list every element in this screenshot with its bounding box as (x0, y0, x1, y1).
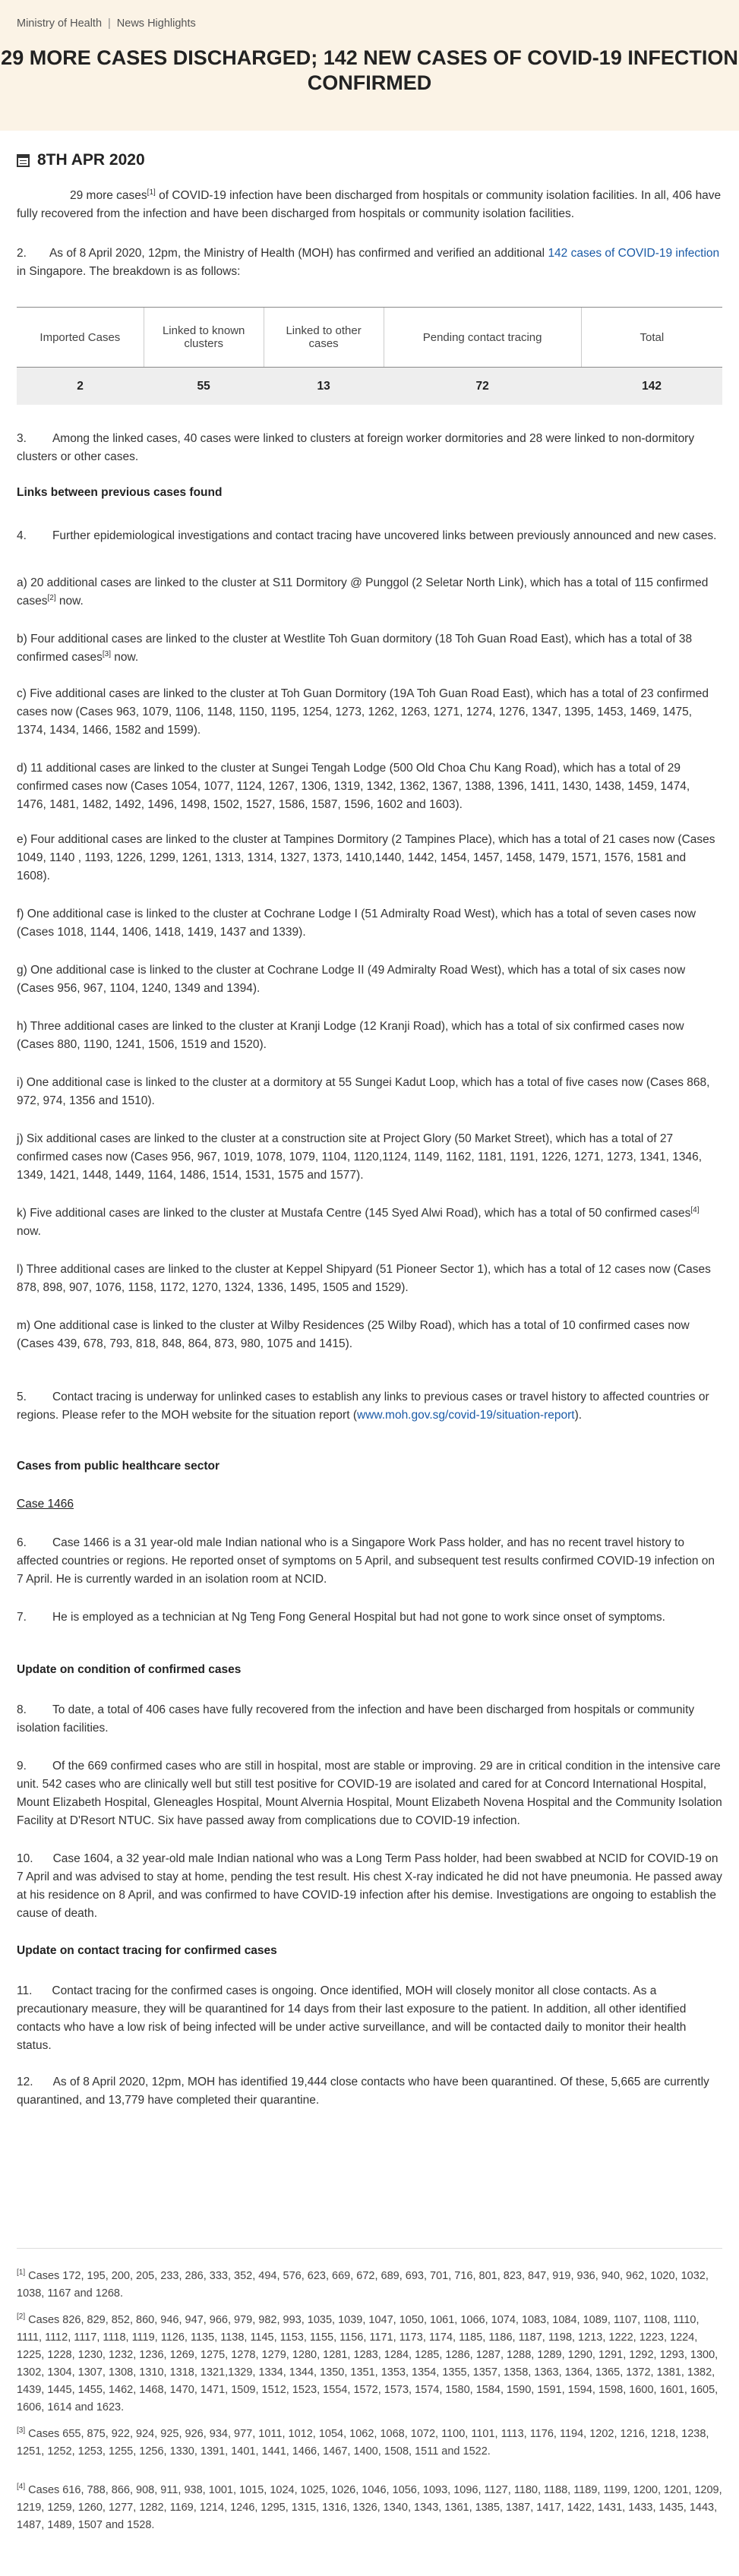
footnote-ref-2[interactable]: [2] (47, 593, 56, 602)
breakdown-table (17, 307, 722, 405)
paragraph-1: 29 more cases[1] of COVID-19 infection have been discharged from hospitals or community isolation facilities. In all, 406 have fully recovered from the infection and have been discharged from hospitals or community isolation facilities. (17, 188, 722, 220)
heading-contact-tracing: Update on contact tracing for confirmed cases (17, 1944, 277, 1957)
cases-link[interactable]: 142 cases of COVID-19 infection (548, 247, 720, 260)
paragraph-9: 9. Of the 669 confirmed cases who are still in hospital, most are stable or improving. 29 are in critical condition in the intensive care unit. 542 cases who are clinically well but still test positive for COVID-19 are isolated and cared for at Concord International Hospital, Mount Elizabeth Hospital, Gleneagles Hospital, Mount Alvernia Hospital, Mount Elizabeth Novena Hospital and the Community Isolation Facility at D'Resort NTUC. Six have passed away from complications due to COVID-19 infection. (17, 1760, 722, 1827)
list-item-m: m) One additional case is linked to the cluster at Wilby Residences (25 Wilby Road), which has a total of 10 confirmed cases now (Cases 439, 678, 793, 818, 848, 864, 873, 980, 1075 and 1415). (17, 1319, 690, 1350)
list-item-d: d) 11 additional cases are linked to the cluster at Sungei Tengah Lodge (500 Old Choa Chu Kang Road), which has a total of 29 confirmed cases now (Cases 1054, 1077, 1124, 1267, 1306, 1319, 1342, 1362, 1367, 1388, 1396, 1411, 1430, 1438, 1459, 1474, 1476, 1481, 1482, 1492, 1496, 1498, 1502, 1527, 1586, 1587, 1596, 1602 and 1603). (17, 762, 690, 811)
list-item-e: e) Four additional cases are linked to the cluster at Tampines Dormitory (2 Tampines Place), which has a total of 21 cases now (Cases 1049, 1140 , 1193, 1226, 1299, 1261, 1313, 1314, 1327, 1373, 1410,1440, 1442, 1454, 1457, 1458, 1479, 1571, 1576, 1581 and 1608). (17, 833, 715, 882)
heading-public-healthcare: Cases from public healthcare sector (17, 1460, 220, 1473)
list-item-i: i) One additional case is linked to the cluster at a dormitory at 55 Sungei Kadut Loop, which has a total of five cases now (Cases 868, 972, 974, 1356 and 1510). (17, 1076, 710, 1107)
list-item-j: j) Six additional cases are linked to the cluster at a construction site at Project Glory (50 Market Street), which has a total of 27 confirmed cases now (Cases 956, 967, 1019, 1078, 1079, 1104, 1120,1124, 1149, 1162, 1181, 1191, 1226, 1271, 1273, 1341, 1346, 1349, 1421, 1448, 1449, 1164, 1486, 1514, 1531, 1575 and 1577). (17, 1132, 702, 1182)
heading-links: Links between previous cases found (17, 486, 223, 499)
list-item-h: h) Three additional cases are linked to the cluster at Kranji Lodge (12 Kranji Road), which has a total of six confirmed cases now (Cases 880, 1190, 1241, 1506, 1519 and 1520). (17, 1020, 684, 1051)
footnote-ref-4[interactable]: [4] (690, 1205, 700, 1214)
breadcrumb-section-link[interactable]: News Highlights (116, 17, 196, 30)
table-cell: 55 (144, 368, 264, 406)
table-cell: 13 (264, 368, 384, 406)
paragraph-6: 6. Case 1466 is a 31 year-old male Indian national who is a Singapore Work Pass holder, and has no recent travel history to affected countries or regions. He reported onset of symptoms on 5 April, and subsequent test results confirmed COVID-19 infection on 7 April. He is currently warded in an isolation room at NCID. (17, 1536, 715, 1586)
list-item-l: l) Three additional cases are linked to the cluster at Keppel Shipyard (51 Pioneer Sector 1), which has a total of 12 cases now (Cases 878, 898, 907, 1076, 1158, 1172, 1270, 1324, 1336, 1495, 1505 and 1529). (17, 1263, 711, 1294)
list-item-f: f) One additional case is linked to the cluster at Cochrane Lodge I (51 Admiralty Road West), which has a total of seven cases now (Cases 1018, 1144, 1406, 1418, 1419, 1437 and 1339). (17, 908, 696, 939)
breadcrumb-home-link[interactable]: Ministry of Health (17, 17, 103, 30)
page-title: 29 MORE CASES DISCHARGED; 142 NEW CASES OF COVID-19 INFECTION CONFIRMED (1, 46, 738, 94)
list-item-a: a) 20 additional cases are linked to the cluster at S11 Dormitory @ Punggol (2 Seletar North Link), which has a total of 115 confirmed cases[2] now. (17, 576, 709, 608)
breadcrumb-separator: | (108, 17, 111, 30)
paragraph-3: 3. Among the linked cases, 40 cases were linked to clusters at foreign worker dormitories and 28 were linked to non-dormitory clusters or other cases. (17, 432, 695, 463)
paragraph-11: 11. Contact tracing for the confirmed cases is ongoing. Once identified, MOH will closely monitor all close contacts. As a precautionary measure, they will be quarantined for 14 days from their last exposure to the patient. In addition, all other identified contacts who have a low risk of being infected will be under active surveillance, and will be contacted daily to monitor their health status. (17, 1984, 687, 2052)
list-item-c: c) Five additional cases are linked to the cluster at Toh Guan Dormitory (19A Toh Guan Road East), which has a total of 23 confirmed cases now (Cases 963, 1079, 1106, 1148, 1150, 1195, 1254, 1273, 1262, 1263, 1271, 1274, 1276, 1347, 1395, 1453, 1469, 1475, 1374, 1434, 1466, 1582 and 1599). (17, 687, 709, 737)
breadcrumb (17, 17, 196, 30)
table-cell: 142 (581, 368, 722, 406)
footnote-2: [2] Cases 826, 829, 852, 860, 946, 947, 966, 979, 982, 993, 1035, 1039, 1047, 1050, 1061, 1066, 1074, 1083, 1084, 1089, 1107, 1108, 1110, 1111, 1112, 1117, 1118, 1119, 1126, 1135, 1138, 1145, 1153, 1155, 1156, 1171, 1173, 1174, 1185, 1186, 1187, 1198, 1213, 1222, 1223, 1224, 1225, 1228, 1230, 1232, 1236, 1269, 1275, 1278, 1279, 1280, 1281, 1283, 1284, 1285, 1286, 1287, 1288, 1289, 1290, 1291, 1292, 1293, 1300, 1302, 1304, 1307, 1308, 1310, 1318, 1321,1329, 1334, 1344, 1350, 1351, 1353, 1354, 1355, 1357, 1358, 1363, 1364, 1365, 1372, 1381, 1382, 1439, 1445, 1455, 1462, 1468, 1470, 1471, 1509, 1512, 1523, 1554, 1572, 1573, 1574, 1580, 1584, 1590, 1591, 1594, 1598, 1600, 1601, 1605, 1606, 1614 and 1623. (17, 2312, 718, 2413)
paragraph-2: 2. As of 8 April 2020, 12pm, the Ministry of Health (MOH) has confirmed and verified an additional 142 cases of COVID-19 infection in Singapore. The breakdown is as follows: (17, 247, 720, 278)
paragraph-10: 10. Case 1604, a 32 year-old male Indian national who was a Long Term Pass holder, had been swabbed at NCID for COVID-19 on 7 April and was advised to stay at home, pending the test result. His chest X-ray indicated he did not have pneumonia. He passed away at his residence on 8 April, and was confirmed to have COVID-19 infection after his demise. Investigations are ongoing to establish the cause of death. (17, 1852, 722, 1920)
paragraph-7: 7. He is employed as a technician at Ng Teng Fong General Hospital but had not gone to work since onset of symptoms. (17, 1611, 665, 1624)
situation-report-link[interactable]: www.moh.gov.sg/covid-19/situation-report (357, 1409, 575, 1422)
table-header: Imported Cases (17, 308, 144, 368)
page-header (0, 0, 739, 131)
footnotes-divider (17, 2248, 722, 2249)
table-header: Linked to known clusters (144, 308, 264, 368)
publish-date (17, 151, 722, 169)
table-header: Total (581, 308, 722, 368)
calendar-icon (17, 154, 30, 167)
table-header: Linked to other cases (264, 308, 384, 368)
paragraph-5: 5. Contact tracing is underway for unlinked cases to establish any links to previous cases or travel history to affected countries or regions. Please refer to the MOH website for the situation report (www.moh.gov.sg/covid-19/situation-report). (17, 1391, 709, 1422)
footnote-1: [1] Cases 172, 195, 200, 205, 233, 286, 333, 352, 494, 576, 623, 669, 672, 689, 693, 701, 716, 801, 823, 847, 919, 936, 940, 962, 1020, 1032, 1038, 1167 and 1268. (17, 2268, 709, 2300)
table-cell: 72 (384, 368, 581, 406)
list-item-b: b) Four additional cases are linked to the cluster at Westlite Toh Guan dormitory (18 Toh Guan Road East), which has a total of 38 confirmed cases[3] now. (17, 633, 693, 664)
paragraph-8: 8. To date, a total of 406 cases have fully recovered from the infection and have been discharged from hospitals or community isolation facilities. (17, 1703, 695, 1735)
footnote-4: [4] Cases 616, 788, 866, 908, 911, 938, 1001, 1015, 1024, 1025, 1026, 1046, 1056, 1093, 1096, 1127, 1180, 1188, 1189, 1199, 1200, 1201, 1209, 1219, 1259, 1260, 1277, 1282, 1169, 1214, 1246, 1295, 1315, 1316, 1326, 1340, 1343, 1361, 1385, 1387, 1417, 1422, 1431, 1433, 1435, 1443, 1487, 1489, 1507 and 1528. (17, 2483, 722, 2531)
footnote-ref-3[interactable]: [3] (102, 649, 111, 658)
footnote-ref-1[interactable]: [1] (147, 188, 156, 197)
heading-update-condition: Update on condition of confirmed cases (17, 1663, 242, 1676)
publish-date-text: 8TH APR 2020 (37, 151, 145, 169)
paragraph-4: 4. Further epidemiological investigations and contact tracing have uncovered links between previously announced and new cases. (17, 529, 717, 542)
table-header: Pending contact tracing (384, 308, 581, 368)
paragraph-12: 12. As of 8 April 2020, 12pm, MOH has identified 19,444 close contacts who have been quarantined. Of these, 5,665 are currently quarantined, and 13,779 have completed their quarantine. (17, 2076, 709, 2107)
footnote-3: [3] Cases 655, 875, 922, 924, 925, 926, 934, 977, 1011, 1012, 1054, 1062, 1068, 1072, 1100, 1101, 1113, 1176, 1194, 1202, 1216, 1218, 1238, 1251, 1252, 1253, 1255, 1256, 1330, 1391, 1401, 1441, 1466, 1467, 1400, 1508, 1511 and 1522. (17, 2426, 709, 2458)
list-item-g: g) One additional case is linked to the cluster at Cochrane Lodge II (49 Admiralty Road West), which has a total of six cases now (Cases 956, 967, 1104, 1240, 1349 and 1394). (17, 964, 686, 995)
case-label: Case 1466 (17, 1498, 74, 1511)
table-cell: 2 (17, 368, 144, 406)
list-item-k: k) Five additional cases are linked to the cluster at Mustafa Centre (145 Syed Alwi Road), which has a total of 50 confirmed cases[4] now. (17, 1205, 700, 1238)
